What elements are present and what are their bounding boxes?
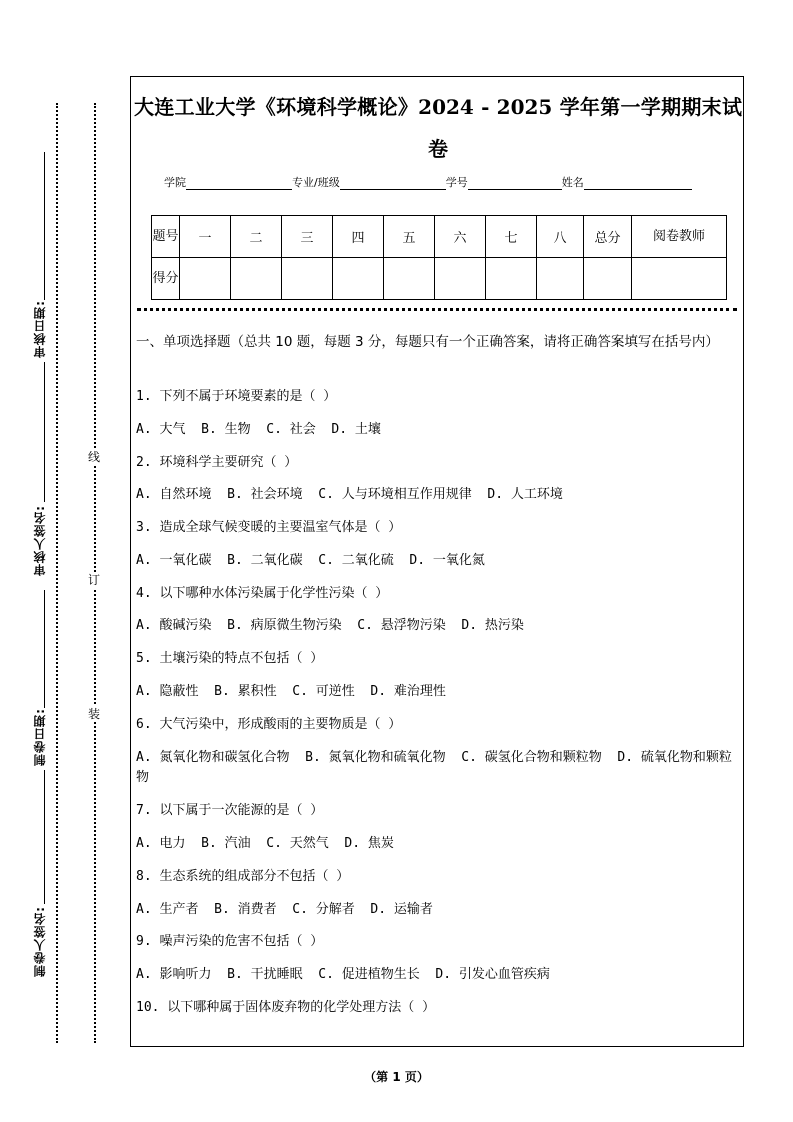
score-cell[interactable]	[537, 258, 584, 300]
exam-title-line1: 大连工业大学《环境科学概论》2024 - 2025 学年第一学期期末试	[134, 95, 742, 119]
student-id-label: 学号	[445, 176, 468, 189]
question-5-options: A. 隐蔽性 B. 累积性 C. 可逆性 D. 难治理性	[136, 684, 446, 699]
dotted-separator	[137, 308, 737, 311]
question-9: 9. 噪声污染的危害不包括（ ）	[136, 934, 324, 949]
question-3: 3. 造成全球气候变暖的主要温室气体是（ ）	[136, 520, 402, 535]
section-1-heading: 一、单项选择题（总共 10 题，每题 3 分，每题只有一个正确答案，请将正确答案填写在括号内）	[136, 334, 719, 350]
score-table-score-row	[152, 258, 727, 300]
score-label-cell: 得分	[152, 258, 180, 300]
student-id-field[interactable]	[468, 177, 562, 190]
score-table-header-row	[152, 216, 727, 258]
maker-signature-label: 制卷人签名:	[33, 906, 47, 977]
question-10: 10. 以下哪种属于固体废弃物的化学处理方法（ ）	[136, 1000, 436, 1015]
question-7: 7. 以下属于一次能源的是（ ）	[136, 803, 324, 818]
reviewer-cell: 阅卷教师	[632, 216, 727, 258]
col-2: 二	[231, 216, 282, 258]
score-cell[interactable]	[180, 258, 231, 300]
col-7: 七	[486, 216, 537, 258]
reviewer-signature-line	[44, 362, 45, 502]
col-5: 五	[384, 216, 435, 258]
score-cell[interactable]	[486, 258, 537, 300]
col-8: 八	[537, 216, 584, 258]
exam-title	[134, 86, 742, 170]
question-2-options: A. 自然环境 B. 社会环境 C. 人与环境相互作用规律 D. 人工环境	[136, 487, 563, 502]
reviewer-signature-label: 审核人签名:	[33, 505, 47, 576]
score-cell[interactable]	[384, 258, 435, 300]
reviewer-date-label: 审核日期:	[33, 300, 47, 358]
col-6: 六	[435, 216, 486, 258]
exam-title-line2: 卷	[428, 137, 448, 161]
binding-staple-char: 订	[87, 573, 100, 587]
question-4-options: A. 酸碱污染 B. 病原微生物污染 C. 悬浮物污染 D. 热污染	[136, 618, 524, 633]
col-total: 总分	[584, 216, 632, 258]
dotted-margin-left	[56, 103, 58, 1043]
question-7-options: A. 电力 B. 汽油 C. 天然气 D. 焦炭	[136, 836, 394, 851]
question-1: 1. 下列不属于环境要素的是（ ）	[136, 389, 337, 404]
col-3: 三	[282, 216, 333, 258]
major-label: 专业/班级	[292, 176, 340, 189]
header-label-cell: 题号	[152, 216, 180, 258]
binding-bind-char: 装	[87, 707, 100, 721]
maker-date-label: 制卷日期:	[33, 708, 47, 766]
score-cell[interactable]	[333, 258, 384, 300]
maker-date-line	[44, 590, 45, 708]
reviewer-date-line	[44, 152, 45, 300]
page-number: （第 1 页）	[364, 1070, 429, 1084]
question-8: 8. 生态系统的组成部分不包括（ ）	[136, 869, 350, 884]
question-5: 5. 土壤污染的特点不包括（ ）	[136, 651, 324, 666]
college-label: 学院	[164, 176, 186, 189]
question-2: 2. 环境科学主要研究（ ）	[136, 455, 298, 470]
score-cell[interactable]	[282, 258, 333, 300]
question-1-options: A. 大气 B. 生物 C. 社会 D. 土壤	[136, 422, 381, 437]
maker-signature-line	[44, 770, 45, 904]
score-total-cell[interactable]	[584, 258, 632, 300]
student-info-row	[164, 174, 692, 190]
question-4: 4. 以下哪种水体污染属于化学性污染（ ）	[136, 586, 389, 601]
score-cell[interactable]	[435, 258, 486, 300]
reviewer-signature-cell[interactable]	[632, 258, 727, 300]
col-1: 一	[180, 216, 231, 258]
major-field[interactable]	[340, 177, 446, 190]
question-9-options: A. 影响听力 B. 干扰睡眠 C. 促进植物生长 D. 引发心血管疾病	[136, 967, 550, 982]
name-field[interactable]	[584, 177, 692, 190]
score-cell[interactable]	[231, 258, 282, 300]
col-4: 四	[333, 216, 384, 258]
question-8-options: A. 生产者 B. 消费者 C. 分解者 D. 运输者	[136, 902, 433, 917]
college-field[interactable]	[186, 177, 292, 190]
name-label: 姓名	[561, 176, 584, 189]
question-6: 6. 大气污染中，形成酸雨的主要物质是（ ）	[136, 717, 402, 732]
question-3-options: A. 一氧化碳 B. 二氧化碳 C. 二氧化硫 D. 一氧化氮	[136, 553, 485, 568]
binding-line-char: 线	[87, 450, 100, 464]
score-table	[151, 215, 727, 300]
question-6-options: A. 氮氧化物和碳氢化合物 B. 氮氧化物和硫氧化物 C. 碳氢化合物和颗粒物 D. 硫氧化物和颗粒物	[136, 750, 732, 785]
